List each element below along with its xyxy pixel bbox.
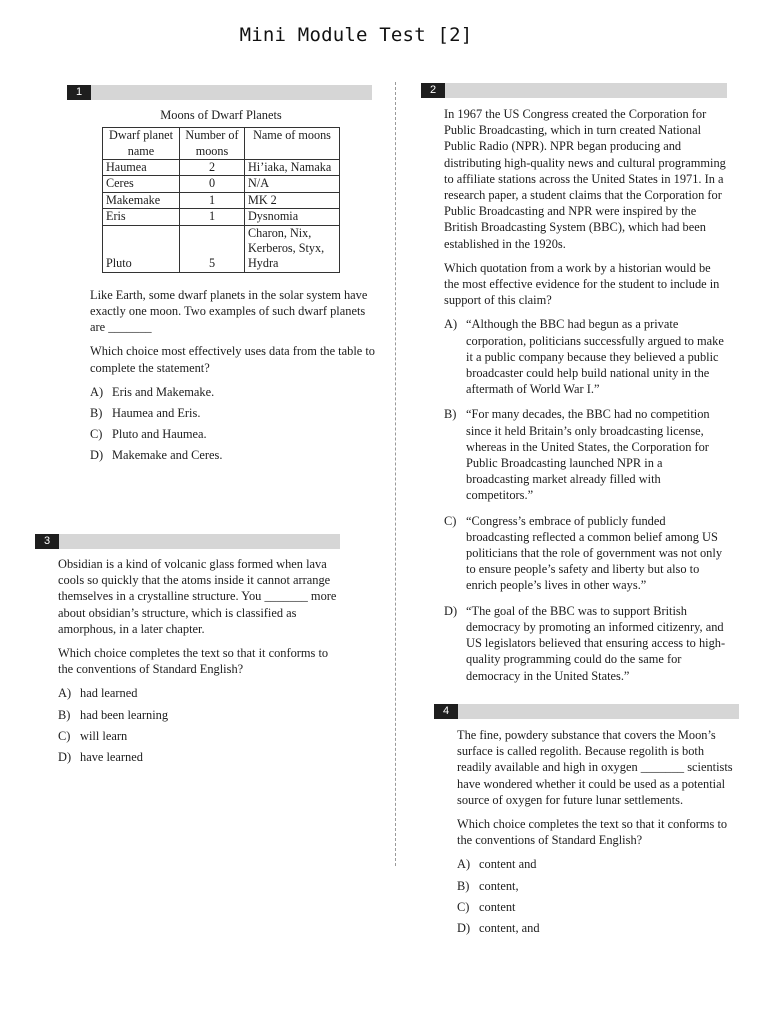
- question-2-prompt: Which quotation from a work by a historian would be the most effective evidence for the student to include in support of this claim?: [444, 260, 720, 308]
- question-2: [444, 106, 728, 693]
- question-3-number: 3: [35, 534, 59, 549]
- option-letter: C): [457, 899, 470, 914]
- question-1-passage: Like Earth, some dwarf planets in the solar system have exactly one moon. Two examples of such dwarf planets are _______: [90, 287, 368, 335]
- question-2-header-bar: [421, 83, 727, 98]
- table-cell: 1: [180, 209, 245, 225]
- answer-option-b[interactable]: [90, 405, 380, 421]
- answer-option-b[interactable]: [58, 707, 340, 723]
- option-letter: A): [58, 686, 72, 701]
- option-letter: B): [457, 878, 470, 893]
- table-row: [103, 176, 340, 192]
- option-letter: B): [444, 407, 457, 422]
- table-cell: Ceres: [103, 176, 180, 192]
- table-row: [103, 225, 340, 272]
- option-text: content,: [479, 878, 519, 893]
- option-text: had learned: [80, 686, 138, 701]
- question-4-passage: The fine, powdery substance that covers the Moon’s surface is called regolith. Because regolith is both readily available and high in oxygen _______ scientists have wondered whether it could be used as a potential source of oxygen for future lunar settlements.: [457, 728, 733, 807]
- option-letter: C): [90, 427, 103, 442]
- option-text: have learned: [80, 750, 143, 765]
- question-1-number: 1: [67, 85, 91, 100]
- answer-option-d[interactable]: [90, 447, 380, 463]
- option-text: “Although the BBC had begun as a private corporation, politicians successfully argued to make it a public company because they believed a public broadcaster could help build national unity in the aftermath of World War I.”: [466, 317, 724, 397]
- option-letter: C): [444, 513, 457, 528]
- answer-option-b[interactable]: [444, 406, 728, 503]
- option-letter: A): [457, 857, 471, 872]
- table-cell: Hi’iaka, Namaka: [245, 160, 340, 176]
- question-1-prompt: Which choice most effectively uses data from the table to complete the statement?: [90, 344, 375, 375]
- table-cell: Haumea: [103, 160, 180, 176]
- table-cell: N/A: [245, 176, 340, 192]
- table-title: Moons of Dwarf Planets: [160, 108, 282, 122]
- option-letter: D): [90, 448, 104, 463]
- table-cell: Makemake: [103, 192, 180, 208]
- option-text: Eris and Makemake.: [112, 384, 215, 399]
- table-cell: 0: [180, 176, 245, 192]
- page-title: Mini Module Test [2]: [239, 24, 473, 46]
- option-text: Pluto and Haumea.: [112, 427, 207, 442]
- table-cell: MK 2: [245, 192, 340, 208]
- table-row: [103, 209, 340, 225]
- question-3-prompt: Which choice completes the text so that it conforms to the conventions of Standard English?: [58, 646, 329, 677]
- question-4: [457, 727, 739, 941]
- option-letter: B): [58, 707, 71, 722]
- option-text: Makemake and Ceres.: [112, 448, 223, 463]
- option-letter: C): [58, 728, 71, 743]
- answer-option-a[interactable]: [457, 856, 739, 872]
- question-1-options: [90, 384, 380, 464]
- option-letter: A): [90, 384, 104, 399]
- table-cell: Eris: [103, 209, 180, 225]
- table-row: [103, 160, 340, 176]
- option-text: content, and: [479, 921, 540, 936]
- header-name-of-moons: Name of moons: [245, 128, 340, 160]
- option-letter: A): [444, 317, 458, 332]
- answer-option-a[interactable]: [90, 384, 380, 400]
- question-3-header-bar: [35, 534, 340, 549]
- column-divider: [395, 82, 396, 866]
- option-text: “Congress’s embrace of publicly funded broadcasting reflected a common belief among US politicians that the role of government was not only to ensure people’s safety and liberty but also to enrich people’s lives in other ways.”: [466, 513, 723, 593]
- question-2-passage: In 1967 the US Congress created the Corporation for Public Broadcasting, which in turn created National Public Radio (NPR). NPR began producing and distributing high-quality news and cultural programming to affiliate stations across the United States in 1971. In a research paper, a student claims that the Corporation for Public Broadcasting and NPR were inspired by the British Broadcasting System (BBC), which had been established in the 1920s.: [444, 107, 726, 251]
- answer-option-d[interactable]: [58, 749, 340, 765]
- table-row: [103, 192, 340, 208]
- answer-option-c[interactable]: [457, 899, 739, 915]
- question-1: [90, 107, 380, 469]
- question-2-options: [444, 316, 728, 683]
- header-dwarf-planet-name: Dwarf planet name: [103, 128, 180, 160]
- option-text: “For many decades, the BBC had no competition since it held Britain’s only broadcasting license, whereas in the United States, the Corporation for Public Broadcasting launched NPR in a broadcasting market already filled with competitors.”: [466, 407, 710, 503]
- answer-option-c[interactable]: [58, 728, 340, 744]
- answer-option-a[interactable]: [444, 316, 728, 397]
- question-4-prompt: Which choice completes the text so that it conforms to the conventions of Standard English?: [457, 817, 728, 848]
- option-text: had been learning: [80, 707, 169, 722]
- question-4-number: 4: [434, 704, 458, 719]
- question-4-header-bar: [434, 704, 739, 719]
- question-3: [58, 556, 340, 770]
- option-text: content and: [479, 857, 537, 872]
- question-3-options: [58, 685, 340, 765]
- header-number-of-moons: Number of moons: [180, 128, 245, 160]
- option-text: will learn: [80, 728, 128, 743]
- question-2-number: 2: [421, 83, 445, 98]
- option-letter: D): [444, 603, 458, 618]
- answer-option-c[interactable]: [90, 426, 380, 442]
- table-cell: 2: [180, 160, 245, 176]
- answer-option-c[interactable]: [444, 513, 728, 594]
- answer-option-b[interactable]: [457, 878, 739, 894]
- option-text: “The goal of the BBC was to support British democracy by promoting an informed citizenry, and US legislators believed that ensuring access to high-quality programming could do the same for democracy in the United States.”: [466, 603, 726, 683]
- table-cell: 5: [180, 225, 245, 272]
- table-header-row: [103, 128, 340, 160]
- answer-option-a[interactable]: [58, 685, 340, 701]
- question-4-options: [457, 856, 739, 936]
- answer-option-d[interactable]: [444, 603, 728, 684]
- option-letter: B): [90, 406, 103, 421]
- option-text: Haumea and Eris.: [112, 406, 201, 421]
- table-cell: Dysnomia: [245, 209, 340, 225]
- answer-option-d[interactable]: [457, 920, 739, 936]
- question-1-header-bar: [67, 85, 372, 100]
- question-3-passage: Obsidian is a kind of volcanic glass formed when lava cools so quickly that the atoms inside it cannot arrange themselves in a crystalline structure. You _______ more about obsidian’s structure, which is classified as amorphous, in a later chapter.: [58, 557, 337, 636]
- table-cell: 1: [180, 192, 245, 208]
- option-text: content: [479, 899, 516, 914]
- table-cell: Charon, Nix, Kerberos, Styx, Hydra: [245, 225, 340, 272]
- table-cell: Pluto: [103, 225, 180, 272]
- moons-table: [102, 127, 340, 273]
- option-letter: D): [457, 921, 471, 936]
- option-letter: D): [58, 750, 72, 765]
